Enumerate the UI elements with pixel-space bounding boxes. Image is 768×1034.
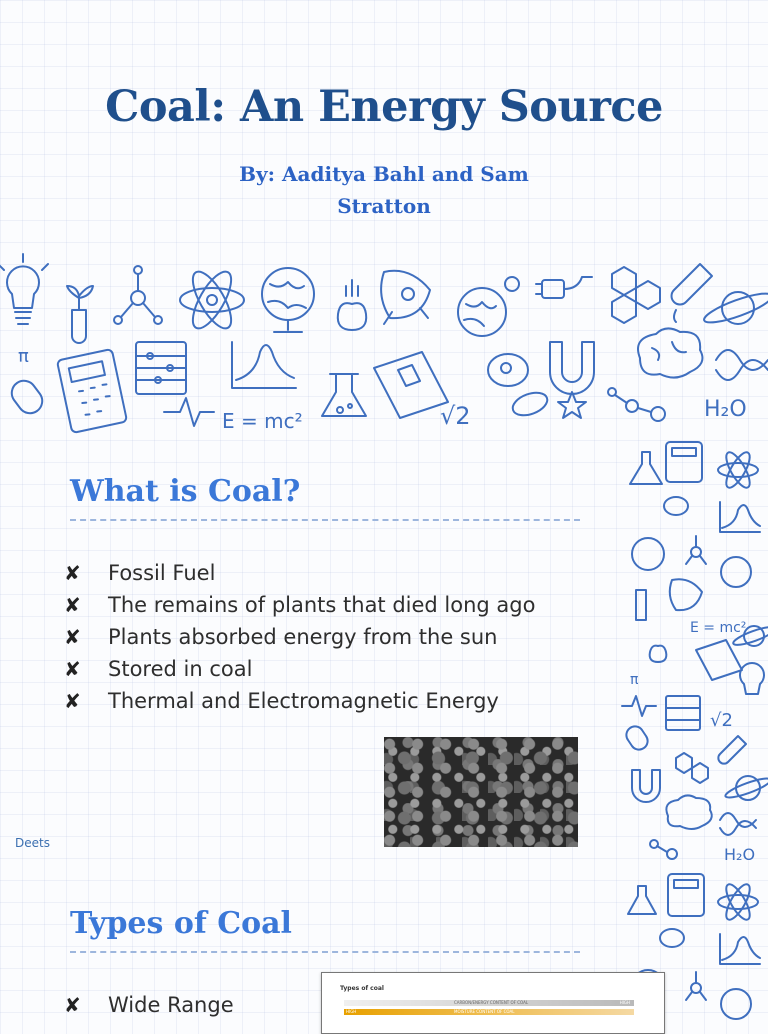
h2o-formula-small: H₂O <box>724 845 756 864</box>
saturn-icon-2 <box>724 775 768 801</box>
abacus-icon <box>136 342 186 394</box>
lightbulb-icon <box>740 663 764 694</box>
list-item <box>64 989 234 1021</box>
globe-icon-2 <box>721 557 751 587</box>
magnet-icon <box>550 342 594 394</box>
list-item-text: Stored in coal <box>108 657 253 681</box>
h2o-formula: H₂O <box>704 397 747 422</box>
rocket-icon <box>381 271 430 324</box>
dna-icon <box>720 813 756 835</box>
section-divider <box>70 519 580 521</box>
rocket-icon <box>670 579 702 610</box>
science-doodle-band <box>0 250 768 440</box>
pill-icon <box>12 381 42 413</box>
molecule-icon <box>686 536 706 564</box>
list-item-text: Thermal and Electromagnetic Energy <box>108 689 499 713</box>
calculator-icon-2 <box>668 874 704 916</box>
plant-icon <box>67 286 93 343</box>
globe-icon-4 <box>721 989 751 1019</box>
page-title: Coal: An Energy Source <box>105 82 663 132</box>
cross-mark-icon: ✘ <box>64 625 81 649</box>
graph-icon <box>232 342 296 388</box>
sqrt2-formula-small: √2 <box>710 710 733 731</box>
list-item <box>64 653 535 685</box>
star-icon <box>558 392 586 418</box>
carbon-content-bar <box>344 1000 634 1006</box>
byline-line-1: By: Aaditya Bahl and Sam <box>239 162 529 186</box>
cross-mark-icon: ✘ <box>64 561 81 585</box>
list-item <box>64 621 535 653</box>
globe-icon-2 <box>458 277 519 336</box>
flask-icon-2 <box>628 886 656 914</box>
globe-icon <box>262 268 314 332</box>
atom-icon-2 <box>718 881 758 923</box>
molecule-icon-2 <box>608 388 665 421</box>
sqrt2-formula: √2 <box>440 402 471 430</box>
bar-label: MOISTURE CONTENT OF COAL <box>454 1009 515 1014</box>
pill-icon <box>626 726 647 749</box>
what-is-coal-list <box>64 557 535 717</box>
list-item-text: Fossil Fuel <box>108 561 216 585</box>
heartbeat-icon <box>622 696 656 716</box>
microbe-icon <box>664 497 688 515</box>
heartbeat-icon <box>164 398 214 426</box>
coal-photo <box>384 737 578 847</box>
molecule-icon <box>114 266 162 324</box>
bar-right-label: HIGH <box>619 1000 630 1005</box>
plug-icon <box>536 277 592 298</box>
list-item-text: Plants absorbed energy from the sun <box>108 625 498 649</box>
bar-left-label: HIGH <box>346 1009 357 1014</box>
list-item <box>64 685 535 717</box>
science-doodle-column <box>610 440 768 1024</box>
section-title-what-is-coal: What is Coal? <box>70 474 301 509</box>
flask-icon <box>322 374 366 416</box>
abacus-icon <box>666 696 700 730</box>
saturn-icon <box>701 288 768 328</box>
globe-icon <box>632 538 664 570</box>
microbe-icon-2 <box>660 929 684 947</box>
bar-label: CARBON/ENERGY CONTENT OF COAL <box>454 1000 529 1005</box>
atom-icon <box>180 266 244 333</box>
list-item <box>64 557 535 589</box>
cross-mark-icon: ✘ <box>64 593 81 617</box>
dna-icon <box>716 350 768 380</box>
emc2-formula: E = mc² <box>222 409 303 433</box>
author-byline <box>200 158 568 222</box>
hexagon-molecule-icon <box>676 753 708 783</box>
plant-icon <box>636 590 646 620</box>
brain-icon <box>638 328 702 377</box>
calculator-icon <box>57 349 127 433</box>
emc2-formula-small: E = mc² <box>690 620 747 636</box>
section-divider <box>70 951 580 953</box>
list-item-text: The remains of plants that died long ago <box>108 593 536 617</box>
graph-icon <box>720 502 760 532</box>
section-title-types-of-coal: Types of Coal <box>70 906 292 941</box>
cross-mark-icon: ✘ <box>64 689 81 713</box>
moisture-content-bar <box>344 1009 634 1015</box>
book-icon <box>696 640 742 680</box>
apple-icon <box>650 646 667 662</box>
flask-icon <box>630 452 662 484</box>
graph-icon-2 <box>720 934 760 964</box>
apple-icon <box>338 280 366 330</box>
chart-title: Types of coal <box>340 985 384 992</box>
types-of-coal-chart-image <box>321 972 665 1034</box>
lightbulb-icon <box>0 254 48 324</box>
pi-symbol-small: π <box>630 672 639 688</box>
calculator-icon <box>666 442 702 482</box>
list-item-text: Wide Range <box>108 993 234 1017</box>
hexagon-molecule-icon <box>612 267 660 323</box>
byline-line-2: Stratton <box>337 194 431 218</box>
molecule-icon-3 <box>686 972 706 1000</box>
microbe-icon <box>488 354 550 420</box>
cross-mark-icon: ✘ <box>64 993 81 1017</box>
pi-symbol: π <box>18 346 29 367</box>
list-item <box>64 589 535 621</box>
test-tube-icon <box>718 736 746 764</box>
atom-icon <box>718 449 758 491</box>
cross-mark-icon: ✘ <box>64 657 81 681</box>
test-tube-icon <box>672 264 712 322</box>
image-caption: Deets <box>15 836 50 850</box>
book-icon <box>374 352 448 418</box>
brain-icon <box>666 795 711 829</box>
types-of-coal-list <box>64 989 234 1021</box>
magnet-icon <box>632 770 660 802</box>
molecule-icon-2 <box>650 840 677 859</box>
